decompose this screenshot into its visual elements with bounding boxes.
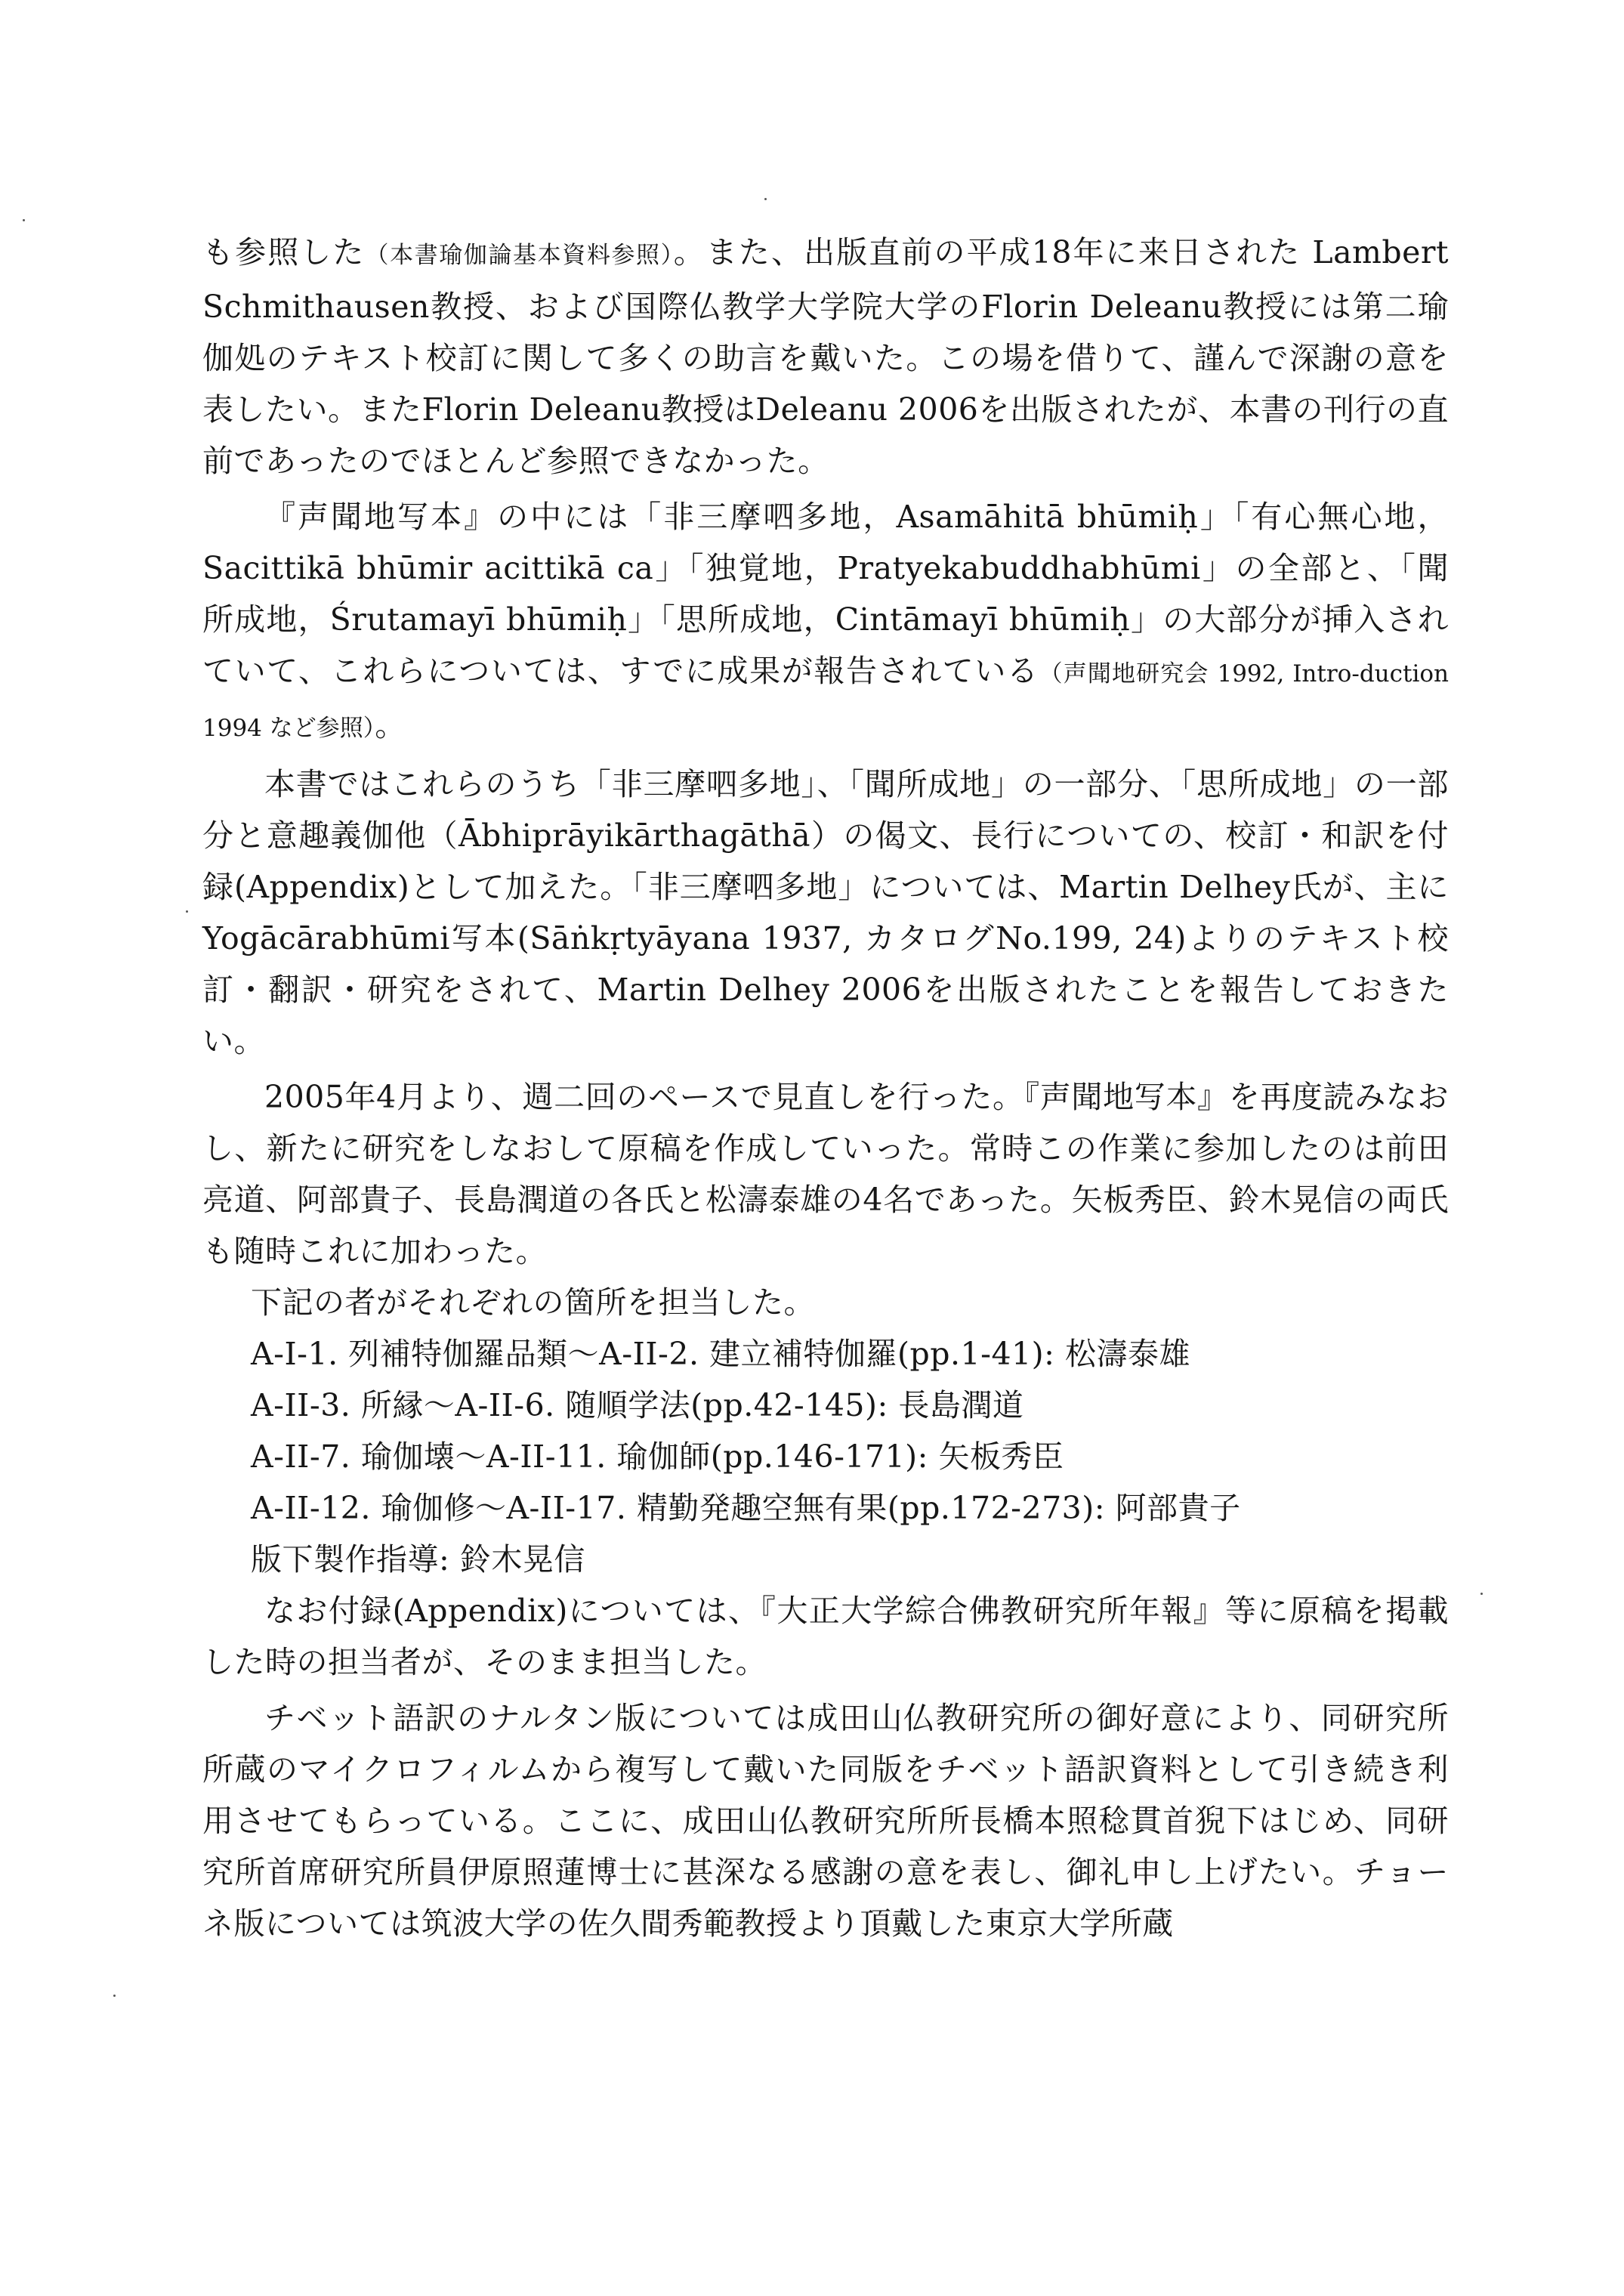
paragraph-1 [202, 227, 1449, 487]
paragraph-4: 2005年4月より、週二回のペースで見直しを行った。『声聞地写本』を再度読みなおし、新たに研究をしなおして原稿を作成していった。常時この作業に参加したのは前田亮道、阿部貴子、長島潤道の各氏と松濤泰雄の4名であった。矢板秀臣、鈴木晃信の両氏も随時これに加わった。 [202, 1079, 1449, 1269]
body-text [202, 227, 1449, 1949]
scan-speck [113, 1995, 116, 1997]
assignment-intro: 下記の者がそれぞれの箇所を担当した。 [251, 1284, 815, 1321]
paragraph-1-text-a: も参照した [202, 234, 366, 270]
paragraph-2-text-a: 『声聞地写本』の中には「非三摩呬多地，Asamāhitā bhūmiḥ」「有心無心地，Sacittikā bhūmir acittikā ca」「独覚地，Pratyekabuddhabhūmi」の全部と、「聞所成地，Śrutamayī bhūmiḥ」「思所成地，Cintāmayī bhūmiḥ」の大部分が挿入されていて、これらについては、すでに成果が報告されている [202, 499, 1449, 689]
scan-speck [23, 219, 25, 221]
paragraph-2-text-b: 。 [375, 707, 406, 743]
paragraph-1-text-b: 。また、出版直前の平成18年に来日された Lambert Schmithausen教授、および国際仏教学大学院大学のFlorin Deleanu教授には第二瑜伽処のテキスト校訂に関して多くの助言を戴いた。この場を借りて、謹んで深謝の意を表したい。またFlorin Deleanu教授はDeleanu 2006を出版されたが、本書の刊行の直前であったのでほとんど参照できなかった。 [202, 234, 1449, 479]
paragraph-2 [202, 491, 1449, 754]
assignment-item-1: A-I-1. 列補特伽羅品類～A-II-2. 建立補特伽羅(pp.1-41): 松濤泰雄 [251, 1336, 1190, 1372]
paragraph-3: 本書ではこれらのうち「非三摩呬多地」、「聞所成地」の一部分、「思所成地」の一部分と意趣義伽他（Ābhiprāyikārthagāthā）の偈文、長行についての、校訂・和訳を付録(Appendix)として加えた。「非三摩呬多地」については、Martin Delhey氏が、主にYogācārabhūmi写本(Sāṅkṛtyāyana 1937, カタログNo.199, 24)よりのテキスト校訂・翻訳・研究をされて、Martin Delhey 2006を出版されたことを報告しておきたい。 [202, 766, 1449, 1059]
paragraph-6: チベット語訳のナルタン版については成田山仏教研究所の御好意により、同研究所所蔵のマイクロフィルムから複写して戴いた同版をチベット語訳資料として引き続き利用させてもらっている。ここに、成田山仏教研究所所長橋本照稔貫首猊下はじめ、同研究所首席研究所員伊原照蓮博士に甚深なる感謝の意を表し、御礼申し上げたい。チョーネ版については筑波大学の佐久間秀範教授より頂戴した東京大学所蔵 [202, 1700, 1450, 1942]
assignment-item-3: A-II-7. 瑜伽壊～A-II-11. 瑜伽師(pp.146-171): 矢板秀臣 [251, 1438, 1064, 1475]
assignment-item-5: 版下製作指導: 鈴木晃信 [251, 1541, 585, 1578]
scan-speck [1480, 1593, 1483, 1595]
scan-speck [186, 910, 188, 913]
paragraph-5: なお付録(Appendix)については、『大正大学綜合佛教研究所年報』等に原稿を掲載した時の担当者が、そのまま担当した。 [202, 1593, 1449, 1680]
paragraph-1-note: （本書瑜伽論基本資料参照） [365, 242, 674, 269]
assignment-item-4: A-II-12. 瑜伽修～A-II-17. 精勤発趣空無有果(pp.172-273): 阿部貴子 [251, 1490, 1241, 1526]
paragraph-2-note: （声聞地研究会 1992, Intro-duction 1994 など参照） [202, 660, 1449, 742]
scan-speck [764, 198, 767, 200]
assignment-item-2: A-II-3. 所縁～A-II-6. 随順学法(pp.42-145): 長島潤道 [251, 1387, 1024, 1423]
